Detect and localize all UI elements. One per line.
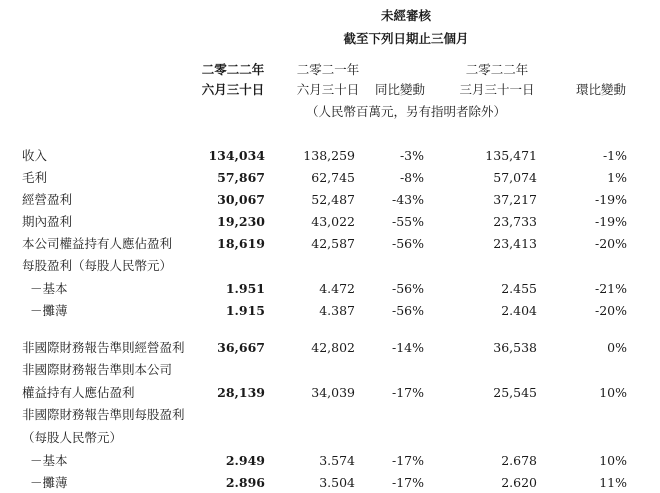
table-row: [0, 147, 660, 164]
cell-col4: 57,074: [493, 170, 537, 185]
cell-col3: -43%: [391, 192, 424, 207]
cell-col3: -56%: [391, 281, 424, 296]
cell-col1: 18,619: [217, 236, 265, 251]
row-label: －基本: [30, 281, 68, 296]
col1-year: 二零二二年: [201, 62, 265, 77]
cell-col2: 3.574: [319, 453, 355, 468]
cell-col3: -55%: [391, 214, 424, 229]
row-label: 本公司權益持有人應佔盈利: [22, 236, 173, 251]
col3-header: 同比變動: [374, 82, 426, 97]
cell-col1: 28,139: [217, 385, 265, 400]
table-row: [0, 339, 660, 356]
cell-col3: -17%: [391, 475, 424, 490]
cell-col5: -21%: [594, 281, 627, 296]
cell-col1: 1.915: [225, 303, 265, 318]
table-row: [0, 213, 660, 230]
col2-year: 二零二一年: [296, 62, 360, 77]
table-row: [0, 235, 660, 252]
cell-col2: 62,745: [311, 170, 355, 185]
row-label: 非國際財務報告準則經營盈利: [22, 340, 185, 355]
cell-col5: -20%: [594, 236, 627, 251]
col5-header: 環比變動: [575, 82, 627, 97]
table-row: [0, 384, 660, 401]
row-label: 每股盈利（每股人民幣元）: [22, 258, 173, 273]
header-unaudited: 未經審核: [380, 8, 432, 23]
cell-col5: 11%: [599, 475, 627, 490]
cell-col1: 134,034: [208, 148, 265, 163]
table-row: [0, 452, 660, 469]
cell-col5: 10%: [599, 453, 627, 468]
header-period: 截至下列日期止三個月: [343, 31, 469, 46]
cell-col4: 2.620: [501, 475, 537, 490]
cell-col4: 23,413: [493, 236, 537, 251]
row-label: －攤薄: [30, 303, 68, 318]
cell-col3: -3%: [399, 148, 424, 163]
cell-col4: 2.678: [501, 453, 537, 468]
cell-col4: 25,545: [493, 385, 537, 400]
cell-col2: 4.387: [319, 303, 355, 318]
table-row: [0, 406, 660, 423]
row-label: 毛利: [22, 170, 48, 185]
cell-col1: 2.896: [225, 475, 265, 490]
col4-year: 二零二二年: [465, 62, 529, 77]
cell-col4: 23,733: [493, 214, 537, 229]
cell-col3: -56%: [391, 236, 424, 251]
row-label: 權益持有人應佔盈利: [22, 385, 135, 400]
table-row: [0, 169, 660, 186]
cell-col1: 1.951: [225, 281, 265, 296]
cell-col2: 4.472: [319, 281, 355, 296]
cell-col5: -20%: [594, 303, 627, 318]
cell-col3: -8%: [399, 170, 424, 185]
row-label: 非國際財務報告準則每股盈利: [22, 407, 185, 422]
cell-col4: 2.404: [501, 303, 537, 318]
cell-col2: 42,802: [311, 340, 355, 355]
unit-note: （人民幣百萬元，另有指明者除外）: [305, 104, 507, 119]
cell-col5: -19%: [594, 192, 627, 207]
cell-col2: 52,487: [311, 192, 355, 207]
row-label: －攤薄: [30, 475, 68, 490]
cell-col2: 34,039: [311, 385, 355, 400]
col1-date: 六月三十日: [201, 82, 265, 97]
cell-col1: 57,867: [217, 170, 265, 185]
row-label: 經營盈利: [22, 192, 73, 207]
cell-col4: 135,471: [485, 148, 537, 163]
cell-col3: -56%: [391, 303, 424, 318]
table-row: [0, 280, 660, 297]
cell-col2: 42,587: [311, 236, 355, 251]
row-label: －基本: [30, 453, 68, 468]
col4-date: 三月三十一日: [459, 82, 535, 97]
cell-col4: 2.455: [501, 281, 537, 296]
cell-col5: -19%: [594, 214, 627, 229]
table-row: [0, 361, 660, 378]
row-label: 期內盈利: [22, 214, 73, 229]
row-label: 非國際財務報告準則本公司: [22, 362, 173, 377]
col2-date: 六月三十日: [296, 82, 360, 97]
cell-col5: 0%: [607, 340, 627, 355]
table-row: [0, 474, 660, 491]
cell-col4: 36,538: [493, 340, 537, 355]
table-row: [0, 257, 660, 274]
cell-col3: -14%: [391, 340, 424, 355]
cell-col5: 10%: [599, 385, 627, 400]
cell-col1: 19,230: [217, 214, 265, 229]
cell-col3: -17%: [391, 453, 424, 468]
table-row: [0, 429, 660, 446]
row-label: 收入: [22, 148, 48, 163]
cell-col4: 37,217: [493, 192, 537, 207]
cell-col3: -17%: [391, 385, 424, 400]
cell-col1: 2.949: [225, 453, 265, 468]
cell-col1: 30,067: [217, 192, 265, 207]
row-label: （每股人民幣元）: [22, 430, 123, 445]
cell-col5: -1%: [602, 148, 627, 163]
cell-col1: 36,667: [217, 340, 265, 355]
cell-col2: 43,022: [311, 214, 355, 229]
table-row: [0, 191, 660, 208]
cell-col2: 3.504: [319, 475, 355, 490]
table-row: [0, 302, 660, 319]
cell-col2: 138,259: [303, 148, 355, 163]
cell-col5: 1%: [607, 170, 627, 185]
